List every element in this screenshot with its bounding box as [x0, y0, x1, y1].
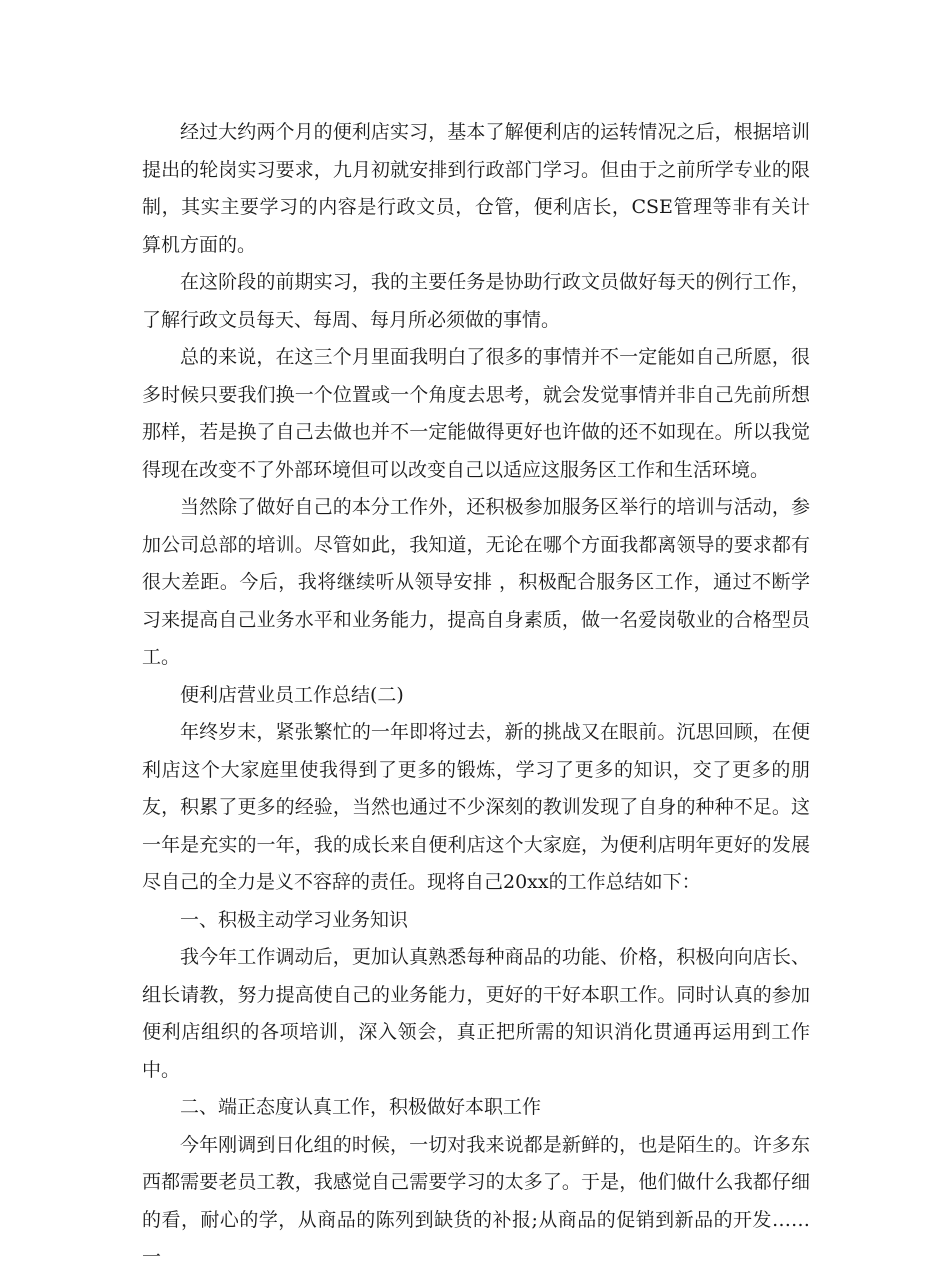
paragraph: 当然除了做好自己的本分工作外，还积极参加服务区举行的培训与活动，参加公司总部的培训。尽管如此，我知道，无论在哪个方面我都离领导的要求都有很大差距。今后，我将继续听从领导安排 ，积极配合服务区工作，通过不断学习来提高自己业务水平和业务能力，提高自身素质，做一名爱岗敬业的合格型员工。 — [142, 496, 810, 668]
paragraph: 今年刚调到日化组的时候，一切对我来说都是新鲜的，也是陌生的。许多东西都需要老员工教，我感觉自己需要学习的太多了。于是，他们做什么我都仔细的看，耐心的学，从商品的陈列到缺货的补报;从商品的促销到新品的开发……一 — [142, 1133, 810, 1268]
paragraph: 在这阶段的前期实习，我的主要任务是协助行政文员做好每天的例行工作，了解行政文员每天、每周、每月所必须做的事情。 — [142, 271, 810, 331]
document-body — [142, 114, 810, 1277]
section-title: 便利店营业员工作总结(二) — [180, 683, 404, 706]
section-heading: 一、积极主动学习业务知识 — [180, 908, 409, 931]
paragraph: 总的来说，在这三个月里面我明白了很多的事情并不一定能如自己所愿，很多时候只要我们换一个位置或一个角度去思考，就会发觉事情并非自己先前所想那样，若是换了自己去做也并不一定能做得更好也许做的还不如现在。所以我觉得现在改变不了外部环境但可以改变自己以适应这服务区工作和生活环境。 — [142, 346, 810, 481]
paragraph: 经过大约两个月的便利店实习，基本了解便利店的运转情况之后，根据培训提出的轮岗实习要求，九月初就安排到行政部门学习。但由于之前所学专业的限制，其实主要学习的内容是行政文员，仓管，便利店长，CSE管理等非有关计算机方面的。 — [142, 121, 810, 256]
paragraph: 年终岁末，紧张繁忙的一年即将过去，新的挑战又在眼前。沉思回顾，在便利店这个大家庭里使我得到了更多的锻炼，学习了更多的知识，交了更多的朋友，积累了更多的经验，当然也通过不少深刻的教训发现了自身的种种不足。这一年是充实的一年，我的成长来自便利店这个大家庭，为便利店明年更好的发展尽自己的全力是义不容辞的责任。现将自己20xx的工作总结如下： — [142, 721, 810, 893]
paragraph: 我今年工作调动后，更加认真熟悉每种商品的功能、价格，积极向向店长、组长请教，努力提高使自己的业务能力，更好的干好本职工作。同时认真的参加便利店组织的各项培训，深入领会，真正把所需的知识消化贯通再运用到工作中。 — [142, 946, 810, 1081]
section-heading: 二、端正态度认真工作，积极做好本职工作 — [180, 1096, 542, 1118]
